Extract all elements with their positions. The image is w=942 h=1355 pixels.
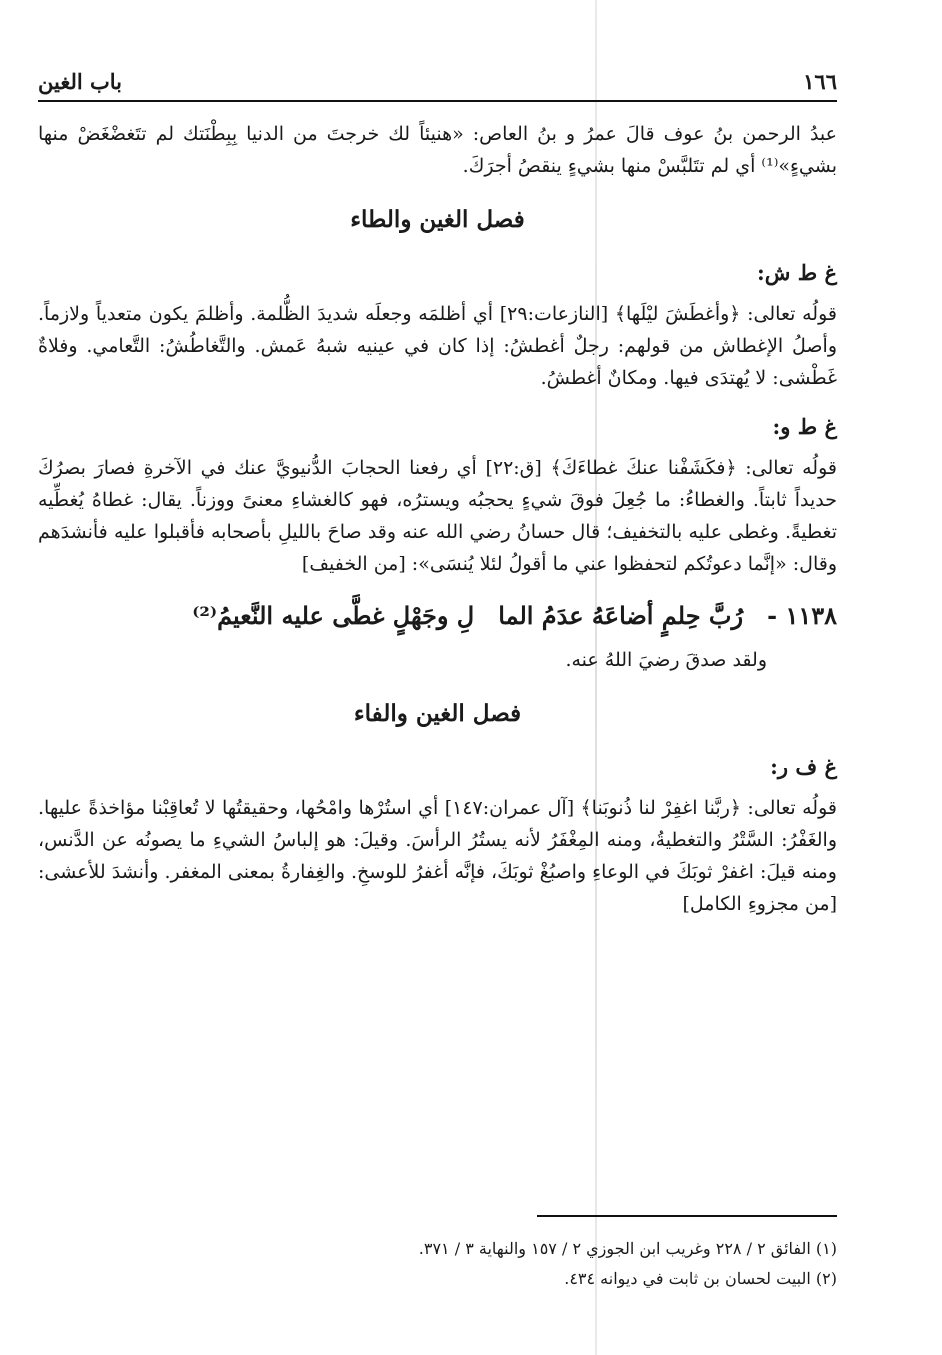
poetry-verse <box>38 594 837 638</box>
root-heading-ghtw: غ ط و: <box>772 414 837 439</box>
footnote-2: (٢) البيت لحسان بن ثابت في ديوانه ٤٣٤. <box>564 1269 837 1288</box>
page-body <box>38 118 837 920</box>
verse-second-hemistich: لِ وجَهْلٍ غطَّى عليه النَّعيمُ⁽²⁾ <box>192 601 475 630</box>
root-heading-ghfr: غ ف ر: <box>770 754 837 779</box>
footnote-rule <box>537 1215 837 1217</box>
page-header <box>38 64 837 98</box>
header-rule <box>38 100 837 102</box>
footnotes <box>38 1234 837 1294</box>
root-heading-ghtsh: غ ط ش: <box>757 260 837 285</box>
page-number: ١٦٦ <box>803 68 837 94</box>
intro-paragraph: عبدُ الرحمن بنُ عوف قالَ عمرُ و بنُ العاص: «هنيئاً لك خرجتَ من الدنيا بِبِطْنَتك لم تتَغضْغَضْ منها بشيءٍ»⁽¹⁾ أي لم تتَلبَّسْ منها بشيءٍ ينقصُ أجرَكَ. <box>38 123 837 177</box>
verse-number: ١١٣٨ - <box>767 601 837 630</box>
verse-first-hemistich: رُبَّ حِلمٍ أضاعَهُ عدَمُ الما <box>498 601 744 630</box>
section-title-ghayn-faa: فصل الغين والفاء <box>353 700 522 727</box>
after-verse-line: ولقد صدقَ رضيَ اللهُ عنه. <box>565 649 767 671</box>
entry-paragraph-ghfr: قولُه تعالى: ﴿ربَّنا اغفِرْ لنا ذُنوبَنا﴾ [آل عمران:١٤٧] أي استُرْها وامْحُها، وحقيقتُها لا تُعاقِبْنا مؤاخذةً عليها. والغَفْرُ: السَّتْرُ والتغطيةُ، ومنه المِغْفَرُ لأنه يستُرُ الرأسَ. وقيلَ: هو إلباسُ الشيءِ ما يصونُه عن الدَّنس، ومنه قيلَ: اغفرْ ثوبَكَ في الوعاءِ واصبُغْ ثوبَكَ، فإنَّه أغفرُ للوسخِ. والغِفارةُ بمعنى المغفر. وأنشدَ للأعشى: [من مجزوءِ الكامل] <box>38 797 837 915</box>
section-title-ghayn-taa: فصل الغين والطاء <box>350 206 525 233</box>
entry-paragraph-ghtw: قولُه تعالى: ﴿فكَشَفْنا عنكَ غطاءَكَ﴾ [ق:٢٢] أي رفعنا الحجابَ الدُّنيويَّ عنك في الآخرةِ فصارَ بصرُكَ حديداً ثابتاً. والغطاءُ: ما جُعِلَ فوقَ شيءٍ يحجبُه ويسترُه، فهو كالغشاءِ معنىً ووزناً. يقال: غطاهُ يُغطِّيه تغطيةً. وغطى عليه بالتخفيف؛ قال حسانُ رضي الله عنه وقد صاحَ بالليلِ بأصحابه فأقبلوا عليه فأنشدَهم وقال: «إنَّما دعوتُكم لتحفظوا عني ما أقولُ لئلا يُنسَى»: [من الخفيف] <box>38 457 837 575</box>
running-title: باب الغين <box>38 68 123 94</box>
entry-paragraph-ghtsh: قولُه تعالى: ﴿وأغطَشَ ليْلَها﴾ [النازعات:٢٩] أي أظلمَه وجعلَه شديدَ الظُّلمة. وأظلمَ يكون متعدياً ولازماً. وأصلُ الإغطاش من قولهم: رجلٌ أغطشُ: إذا كان في عينيه شبهُ عَمش. والتَّغاطُشُ: التَّعامي. وفلاةٌ غَطْشى: لا يُهتدَى فيها. ومكانٌ أغطشُ. <box>38 303 837 389</box>
footnote-1: (١) الفائق ٢ / ٢٢٨ وغريب ابن الجوزي ٢ / ١٥٧ والنهاية ٣ / ٣٧١. <box>418 1239 837 1258</box>
